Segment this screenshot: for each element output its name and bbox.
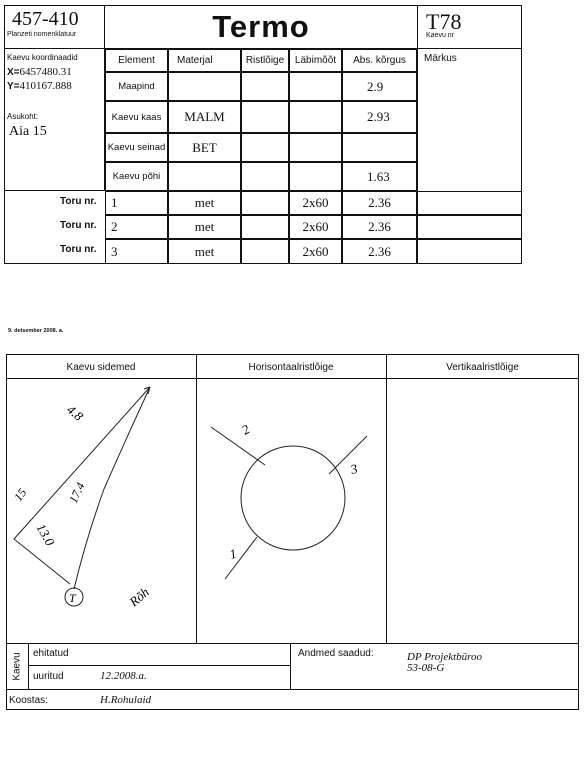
date-note: 9. detsember 2008. a.	[8, 328, 64, 334]
row-ristloige	[241, 162, 289, 191]
left-panel	[4, 49, 105, 191]
pipe-markus	[417, 191, 522, 215]
row-labimoot	[289, 133, 342, 162]
row-korgus: 1.63	[342, 162, 417, 191]
row-labimoot	[289, 72, 342, 101]
coord-x	[4, 62, 104, 78]
pipe-labimoot: 2x60	[289, 239, 342, 264]
ties-sketch	[6, 379, 196, 642]
pipe-line-2	[211, 427, 265, 465]
row-materjal: BET	[168, 133, 241, 162]
pipe-markus	[417, 239, 522, 264]
header-code-box	[4, 5, 105, 49]
pipe-label: Toru nr.	[60, 196, 97, 207]
pipe-ristloige	[241, 239, 289, 264]
pipe-label: Toru nr.	[60, 244, 97, 255]
row-korgus	[342, 133, 417, 162]
surveyed-value: 12.2008.a.	[100, 670, 147, 682]
header-kaevu-sidemed: Kaevu sidemed	[66, 362, 136, 373]
footer-mid-divider	[290, 643, 291, 689]
pipe-ristloige	[241, 215, 289, 239]
data-from-value-2: 53-08-G	[407, 662, 445, 674]
pipe-nr: 2	[105, 215, 168, 239]
tie-note-4: 13.0	[33, 521, 58, 549]
col-header-labimoot: Läbimõõt	[289, 49, 342, 72]
well-circle	[241, 446, 345, 550]
compiled-label: Koostas:	[9, 695, 48, 706]
row-materjal	[168, 72, 241, 101]
coord-x-value: 6457480.31	[19, 66, 72, 78]
pipe-materjal: met	[168, 215, 241, 239]
coord-y	[4, 78, 104, 92]
col-header-ristloige: Ristlõige	[241, 49, 289, 72]
data-from-label: Andmed saadud:	[298, 648, 374, 659]
footer-bottom-line	[6, 689, 579, 690]
row-element: Kaevu kaas	[105, 101, 168, 133]
row-ristloige	[241, 72, 289, 101]
sketch-divider-2	[386, 354, 387, 643]
row-element: Kaevu seinad	[105, 133, 168, 162]
footer-side-text: Kaevu	[11, 651, 23, 681]
pipe-labimoot: 2x60	[289, 215, 342, 239]
row-korgus: 2.93	[342, 101, 417, 133]
col-header-markus: Märkus	[424, 53, 457, 64]
pipe-number-2: 2	[239, 421, 253, 438]
page-title: Termo	[212, 8, 310, 44]
header-vertikaal: Vertikaalristlõige	[446, 362, 519, 373]
row-korgus: 2.9	[342, 72, 417, 101]
footer-side-divider	[28, 643, 29, 689]
pipe-ristloige	[241, 191, 289, 215]
pipe-label: Toru nr.	[60, 220, 97, 231]
row-materjal: MALM	[168, 101, 241, 133]
coord-y-label: Y=	[7, 81, 20, 92]
footer-side-label	[6, 643, 28, 689]
col-header-element: Element	[105, 49, 168, 72]
header-horisontaal: Horisontaalristlõige	[248, 362, 334, 373]
signature-mark: Rõh	[126, 584, 152, 610]
row-ristloige	[241, 133, 289, 162]
pipe-materjal: met	[168, 239, 241, 264]
well-marker-label: T	[69, 591, 76, 605]
coords-label: Kaevu koordinaadid	[7, 53, 78, 62]
pipe-korgus: 2.36	[342, 239, 417, 264]
footer-top-line	[6, 643, 579, 644]
row-materjal	[168, 162, 241, 191]
well-id: T78	[426, 9, 462, 34]
header-title-box	[105, 5, 417, 49]
row-ristloige	[241, 101, 289, 133]
row-element: Kaevu põhi	[105, 162, 168, 191]
tie-note-2: 17.4	[66, 480, 88, 506]
pipe-markus	[417, 215, 522, 239]
pipe-nr: 3	[105, 239, 168, 264]
row-labimoot	[289, 101, 342, 133]
horizontal-section	[197, 379, 386, 642]
pipe-labimoot: 2x60	[289, 191, 342, 215]
pipe-materjal: met	[168, 191, 241, 215]
location-value: Aia 15	[9, 124, 47, 139]
row-labimoot	[289, 162, 342, 191]
built-label: ehitatud	[33, 648, 69, 659]
planzet-caption: Planzeti nomenklatuur	[7, 31, 77, 38]
footer-mid-line	[28, 665, 290, 666]
location-label: Asukoht:	[7, 112, 39, 121]
compiled-value: H.Rohulaid	[100, 694, 152, 706]
data-from-value-1: DP Projektbüroo	[407, 651, 483, 663]
pipe-korgus: 2.36	[342, 191, 417, 215]
coord-y-value: 410167.888	[19, 80, 72, 92]
pipe-line-3	[329, 436, 367, 474]
pipe-korgus: 2.36	[342, 215, 417, 239]
pipe-number-1: 1	[227, 545, 239, 562]
pipe-number-3: 3	[348, 460, 360, 477]
well-id-caption: Kaevu nr	[426, 32, 455, 39]
row-element: Maapind	[105, 72, 168, 101]
pipe-nr: 1	[105, 191, 168, 215]
coord-x-label: X=	[7, 67, 20, 78]
col-header-korgus: Abs. kõrgus	[342, 49, 417, 72]
surveyed-label: uuritud	[33, 671, 64, 682]
tie-note-1: 4.8	[64, 401, 87, 424]
tie-note-3: 15	[10, 485, 30, 504]
col-header-materjal: Materjal	[168, 49, 241, 72]
planzet-code: 457-410	[12, 8, 79, 30]
header-id-box	[417, 5, 522, 49]
